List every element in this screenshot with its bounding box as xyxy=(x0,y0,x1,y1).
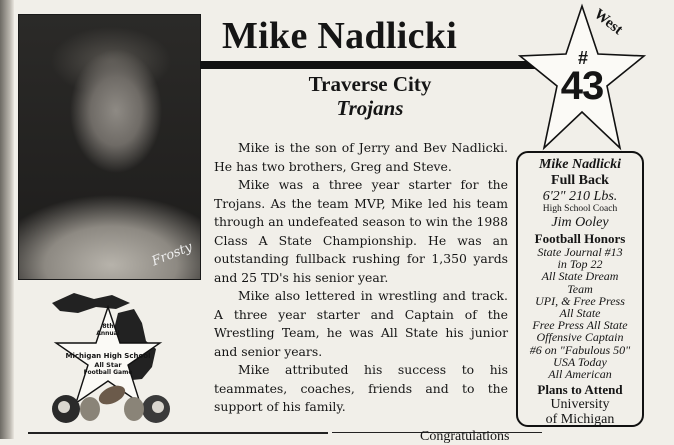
honor-line: Team xyxy=(567,281,593,296)
sidebar-plans-line-1: University xyxy=(550,397,610,413)
honor-line: Free Press All State xyxy=(532,318,628,333)
honor-line: in Top 22 xyxy=(557,257,603,272)
jersey-number: 43 xyxy=(560,64,604,108)
bio-paragraph-4: Mike attributed his success to his teammates, coaches, friends and to the support of his family. xyxy=(214,362,508,414)
honor-line: USA Today xyxy=(553,354,607,369)
logo-edition: 8th xyxy=(102,323,114,330)
sidebar-coach-label: High School Coach xyxy=(542,204,618,214)
honor-line: #6 on "Fabulous 50" xyxy=(529,342,631,357)
sidebar-plans-heading: Plans to Attend xyxy=(537,382,623,398)
honor-line: All American xyxy=(548,367,612,382)
honor-line: UPI, & Free Press xyxy=(535,293,625,308)
team-city: Traverse City xyxy=(308,72,432,96)
sidebar-coach-name: Jim Ooley xyxy=(551,215,609,230)
honor-line: All State Dream xyxy=(541,269,619,284)
honor-line: Offensive Captain xyxy=(536,330,624,345)
star-hash: # xyxy=(578,48,589,68)
logo-line-1: Michigan High School xyxy=(65,352,151,360)
team-name: Trojans xyxy=(336,96,404,120)
player-name-title: Mike Nadlicki xyxy=(222,15,458,57)
star-region-label: West xyxy=(590,6,626,39)
bio-paragraph-3: Mike also lettered in wrestling and track. A three year starter and Captain of the Wrestling Team, he was All State his junior and senior years. xyxy=(214,288,508,359)
book-binding-edge xyxy=(0,0,14,439)
sidebar-player-name: Mike Nadlicki xyxy=(538,157,622,172)
honor-line: All State xyxy=(559,306,601,321)
sidebar-plans-line-2: of Michigan xyxy=(545,412,615,428)
stats-sidebar xyxy=(516,151,644,427)
bio-paragraph-2: Mike was a three year starter for the Trojans. As the team MVP, Mike led his team through an undefeated season to win the 1988 Class A State Championship. He was an outstanding fullback rushing for 1,350 yards and 25 TD's his senior year. xyxy=(214,177,508,285)
sidebar-honors-heading: Football Honors xyxy=(534,231,626,246)
bio-paragraph-1: Mike is the son of Jerry and Bev Nadlicki. He has two brothers, Greg and Steve. xyxy=(214,140,508,174)
player-photo xyxy=(18,14,201,280)
logo-line-3: Football Game xyxy=(83,369,133,376)
logo-edition-word: Annual xyxy=(96,330,120,337)
honor-line: State Journal #13 xyxy=(537,245,623,259)
all-star-game-logo xyxy=(38,283,188,433)
sidebar-height-weight: 6'2" 210 Lbs. xyxy=(542,189,618,204)
biography xyxy=(214,139,508,417)
bottom-divider xyxy=(28,432,328,434)
jersey-star xyxy=(516,2,648,152)
sidebar-position: Full Back xyxy=(551,173,609,188)
title-rule xyxy=(200,61,546,69)
photo-signature: Frosty xyxy=(149,239,195,270)
logo-line-2: All Star xyxy=(94,361,122,369)
footer-partial-text: Congratulations xyxy=(420,429,510,444)
